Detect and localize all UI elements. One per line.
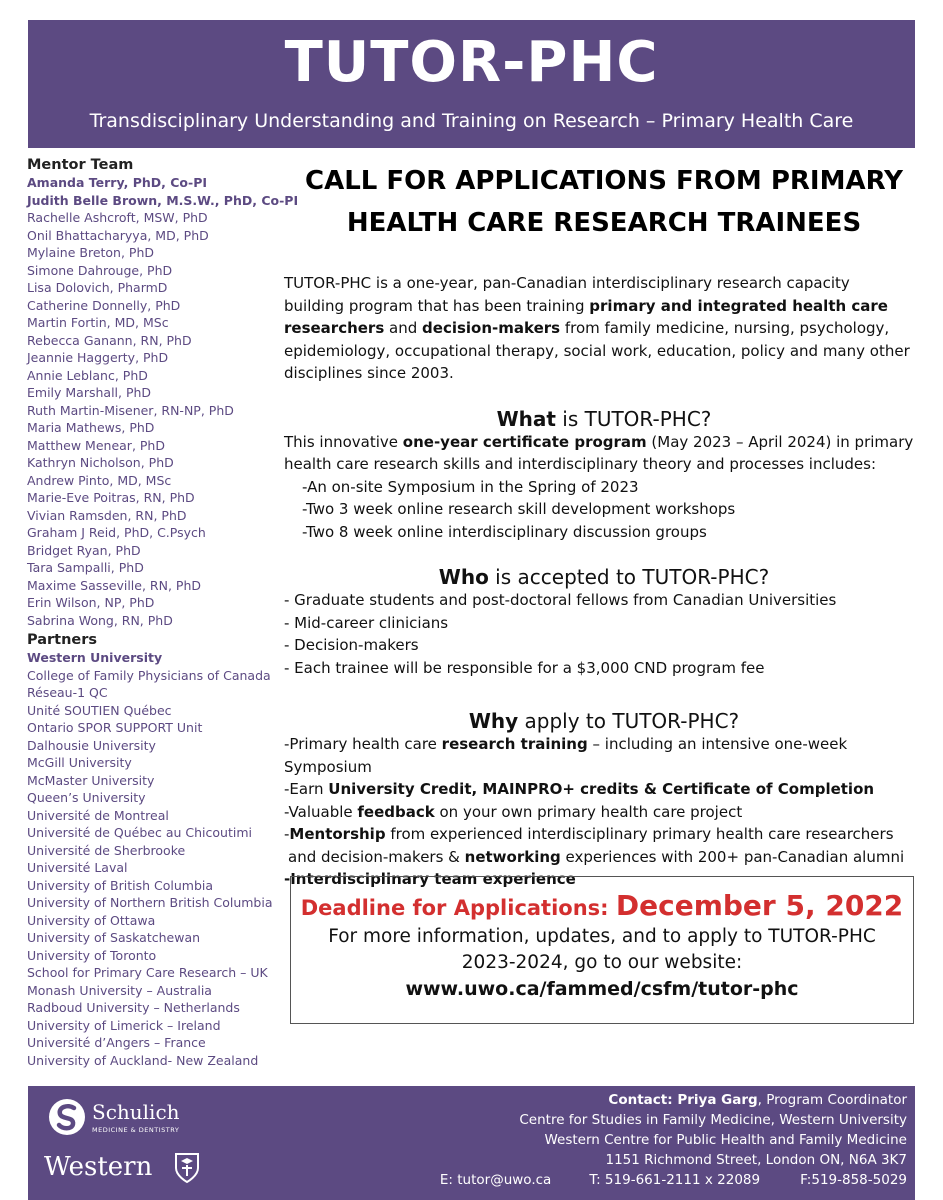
who-item: - Graduate students and post-doctoral fellows from Canadian Universities — [284, 591, 837, 609]
program-subtitle: Transdisciplinary Understanding and Training on Research – Primary Health Care — [89, 110, 854, 132]
partner-item: University of British Columbia — [27, 877, 214, 893]
contact-fax: F:519-858-5029 — [800, 1172, 907, 1188]
mentor-item: Marie-Eve Poitras, RN, PhD — [27, 490, 195, 505]
why-bold: Mentorship — [289, 825, 386, 843]
partner-item: Unité SOUTIEN Québec — [27, 702, 172, 718]
contact-block — [440, 1090, 907, 1190]
partner-item: Université de Montreal — [27, 807, 169, 823]
western-wordmark: Western — [44, 1152, 153, 1182]
why-bold: feedback — [357, 802, 435, 821]
why-item — [284, 823, 924, 846]
what-bold: one-year certificate program — [402, 432, 647, 451]
what-item: -Two 8 week online interdisciplinary discussion groups — [302, 522, 707, 541]
main-content — [284, 160, 924, 891]
why-section — [284, 733, 924, 891]
mentor-item: Simone Dahrouge, PhD — [27, 262, 173, 278]
contact-address-line: Centre for Studies in Family Medicine, Western University — [519, 1112, 907, 1128]
partner-item: College of Family Physicians of Canada — [27, 667, 271, 683]
mentor-item: Kathryn Nicholson, PhD — [27, 455, 174, 470]
why-heading — [284, 709, 924, 733]
contact-email[interactable]: E: tutor@uwo.ca — [439, 1172, 552, 1188]
mentor-item: Rebecca Ganann, RN, PhD — [27, 332, 192, 348]
why-heading-rest: apply to TUTOR-PHC? — [518, 709, 740, 733]
mentor-item: Graham J Reid, PhD, C.Psych — [27, 525, 206, 540]
why-bold: research training — [441, 735, 588, 753]
deadline-info-line: 2023-2024, go to our website: — [461, 952, 743, 973]
deadline-info — [291, 924, 913, 976]
deadline-date: December 5, 2022 — [615, 889, 904, 922]
mentor-item: Jeannie Haggerty, PhD — [27, 350, 169, 365]
mentor-item: Tara Sampalli, PhD — [27, 560, 144, 575]
why-bold: networking — [464, 847, 561, 866]
what-text: (May 2023 – April 2024) in primary health care research skills and interdisciplinary theory and processes includes: — [284, 432, 914, 473]
mentor-item: Maxime Sasseville, RN, PhD — [27, 577, 201, 593]
partner-item: Université de Sherbrooke — [27, 842, 186, 858]
partner-item: School for Primary Care Research – UK — [27, 965, 268, 980]
why-text: -Primary health care — [284, 735, 442, 753]
what-heading-bold: What — [496, 406, 556, 431]
mentor-item: Andrew Pinto, MD, MSc — [27, 472, 172, 488]
deadline-line — [291, 889, 913, 922]
mentor-item: Mylaine Breton, PhD — [27, 245, 155, 260]
intro-text: from family medicine, nursing, psychology, epidemiology, occupational therapy, social work, education, policy and many other disciplines since 2003. — [284, 319, 910, 382]
mentor-lead: Judith Belle Brown, M.S.W., PhD, Co-PI — [27, 192, 299, 208]
partner-item: Queen’s University — [27, 790, 146, 805]
header-banner — [28, 20, 915, 148]
mentor-list — [27, 174, 299, 629]
contact-phone: T: 519-661-2111 x 22089 — [589, 1172, 761, 1188]
why-item — [284, 733, 924, 778]
why-text: from experienced interdisciplinary primary health care researchers — [385, 825, 894, 843]
sidebar — [27, 156, 299, 1069]
deadline-box — [290, 876, 914, 1024]
why-text: – including an intensive one-week Symposium — [284, 735, 848, 776]
cfa-line: HEALTH CARE RESEARCH TRAINEES — [346, 208, 862, 238]
what-text: This innovative — [284, 432, 403, 451]
contact-methods — [440, 1170, 907, 1190]
who-heading-rest: is accepted to TUTOR-PHC? — [488, 565, 770, 589]
mentor-item: Annie Leblanc, PhD — [27, 367, 148, 383]
what-paragraph — [284, 431, 924, 476]
logos — [42, 1094, 242, 1194]
mentor-team-heading: Mentor Team — [27, 157, 134, 173]
partner-item: Réseau-1 QC — [27, 685, 108, 700]
deadline-label: Deadline for Applications: — [300, 896, 616, 920]
mentor-item: Maria Mathews, PhD — [27, 420, 155, 435]
what-item: -Two 3 week online research skill development workshops — [302, 500, 736, 518]
partner-item: Radboud University – Netherlands — [27, 1000, 240, 1015]
why-bold: University Credit, MAINPRO+ credits & Certificate of Completion — [328, 780, 875, 798]
intro-bold: primary and integrated health care researchers — [284, 296, 888, 337]
mentor-item: Matthew Menear, PhD — [27, 437, 165, 453]
western-crest-icon — [174, 1152, 200, 1184]
partner-item: University of Ottawa — [27, 912, 156, 928]
partner-item: University of Auckland- New Zealand — [27, 1052, 259, 1068]
partner-item: McGill University — [27, 755, 132, 770]
cfa-line: CALL FOR APPLICATIONS FROM PRIMARY — [304, 166, 903, 196]
mentor-item: Emily Marshall, PhD — [27, 385, 152, 400]
contact-address-line: 1151 Richmond Street, London ON, N6A 3K7 — [605, 1152, 907, 1168]
who-section — [284, 589, 924, 679]
partner-item: Université Laval — [27, 860, 128, 875]
why-item — [284, 778, 924, 801]
schulich-subtitle: MEDICINE & DENTISTRY — [92, 1126, 180, 1134]
mentor-item: Erin Wilson, NP, PhD — [27, 595, 155, 610]
what-item: -An on-site Symposium in the Spring of 2023 — [302, 477, 639, 496]
partner-item: Université d’Angers – France — [27, 1035, 206, 1050]
why-item — [284, 801, 924, 824]
who-item: - Decision-makers — [284, 636, 419, 654]
intro-bold: decision-makers — [422, 319, 561, 337]
partner-item: University of Northern British Columbia — [27, 895, 273, 910]
why-text: -Valuable — [284, 802, 358, 821]
mentor-lead: Amanda Terry, PhD, Co-PI — [27, 175, 208, 190]
what-section — [284, 431, 924, 544]
partner-item: McMaster University — [27, 772, 155, 788]
mentor-item: Ruth Martin-Misener, RN-NP, PhD — [27, 402, 234, 418]
website-link[interactable]: www.uwo.ca/fammed/csfm/tutor-phc — [405, 978, 799, 1000]
why-item — [284, 846, 924, 869]
mentor-item: Vivian Ramsden, RN, PhD — [27, 507, 187, 523]
mentor-item: Bridget Ryan, PhD — [27, 542, 141, 558]
why-text: and decision-makers & — [288, 847, 465, 866]
partner-item: Université de Québec au Chicoutimi — [27, 825, 252, 840]
schulich-wordmark: Schulich — [92, 1100, 180, 1124]
partners-heading: Partners — [27, 632, 98, 648]
what-heading — [284, 407, 924, 431]
intro-text: TUTOR-PHC is a one-year, pan-Canadian interdisciplinary research capacity building program that has been training — [284, 274, 850, 315]
why-text: -Earn — [284, 780, 329, 798]
mentor-item: Sabrina Wong, RN, PhD — [27, 612, 173, 628]
why-text: on your own primary health care project — [434, 802, 743, 821]
intro-text: and — [384, 319, 423, 337]
partner-item: University of Limerick – Ireland — [27, 1017, 221, 1033]
who-item: - Each trainee will be responsible for a $3,000 CND program fee — [284, 658, 765, 677]
deadline-info-line: For more information, updates, and to apply to TUTOR-PHC — [328, 926, 876, 947]
partner-lead: Western University — [27, 650, 163, 665]
partner-item: University of Toronto — [27, 947, 157, 963]
mentor-item: Onil Bhattacharyya, MD, PhD — [27, 227, 209, 243]
contact-line — [440, 1090, 907, 1110]
why-text: - — [284, 825, 290, 843]
why-text: experiences with 200+ pan-Canadian alumni — [560, 847, 905, 866]
partner-item: Ontario SPOR SUPPORT Unit — [27, 720, 203, 735]
partner-item: Dalhousie University — [27, 737, 156, 753]
partner-list — [27, 649, 277, 1069]
who-heading — [284, 565, 924, 589]
mentor-item: Catherine Donnelly, PhD — [27, 297, 181, 313]
why-bold: -Interdisciplinary team experience — [284, 870, 576, 888]
mentor-item: Rachelle Ashcroft, MSW, PhD — [27, 210, 208, 225]
schulich-logo-icon — [48, 1098, 86, 1136]
footer-banner — [28, 1086, 915, 1200]
intro-paragraph — [284, 272, 914, 385]
who-item: - Mid-career clinicians — [284, 613, 449, 632]
contact-name: Priya Garg — [677, 1092, 758, 1108]
partner-item: University of Saskatchewan — [27, 930, 201, 945]
why-heading-bold: Why — [468, 709, 519, 733]
partner-item: Monash University – Australia — [27, 982, 212, 998]
mentor-item: Martin Fortin, MD, MSc — [27, 315, 169, 330]
program-title: TUTOR-PHC — [284, 30, 659, 95]
mentor-item: Lisa Dolovich, PharmD — [27, 280, 168, 295]
who-heading-bold: Who — [438, 565, 489, 589]
contact-label: Contact: — [608, 1092, 678, 1108]
what-heading-rest: is TUTOR-PHC? — [555, 406, 712, 431]
call-for-applications-heading — [284, 160, 924, 244]
contact-address-line: Western Centre for Public Health and Family Medicine — [544, 1132, 907, 1148]
contact-role: , Program Coordinator — [757, 1092, 907, 1108]
